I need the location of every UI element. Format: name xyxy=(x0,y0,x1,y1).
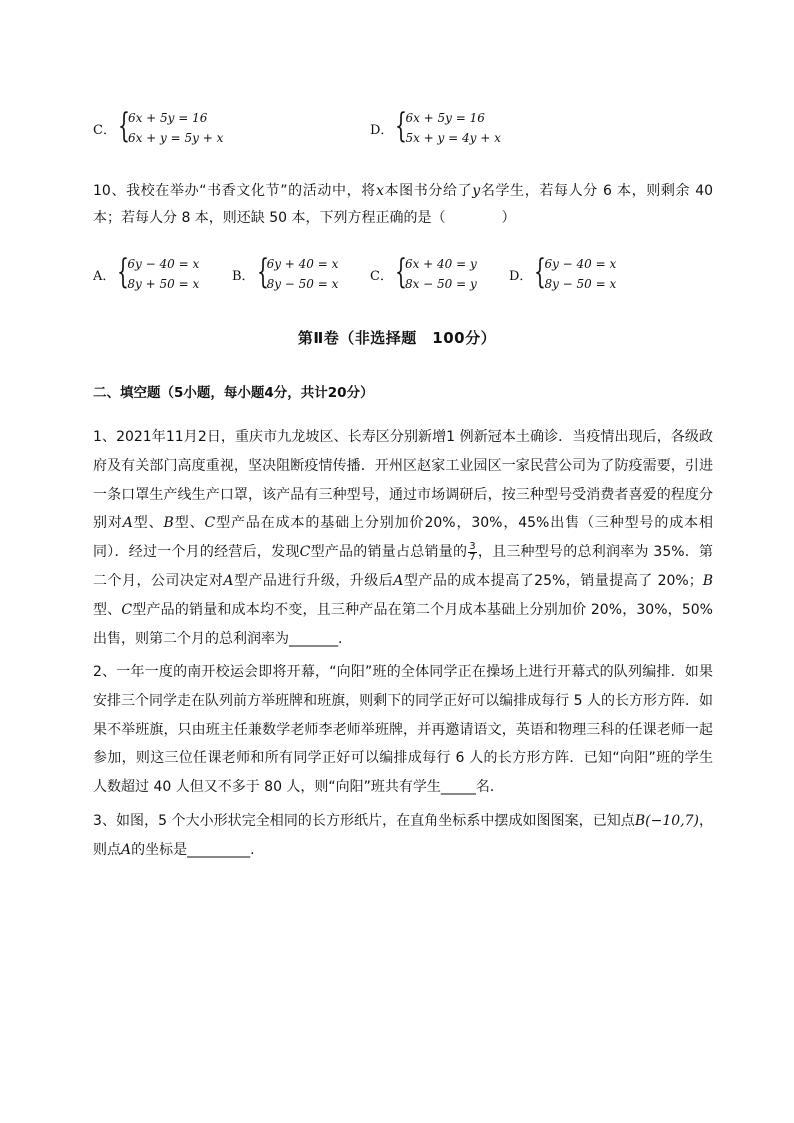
question-1 xyxy=(93,423,713,653)
q10-text: 名学生，若每人分 6 本，则剩余 40 本；若每人分 8 本，则还缺 50 本，下列方程正确的是（ ） xyxy=(93,183,714,226)
q10-option-c[interactable] xyxy=(370,254,477,294)
brace-icon: { xyxy=(256,252,269,292)
var-b: B xyxy=(702,572,714,589)
equation: 8y − 50 = x xyxy=(544,277,617,291)
q1-text: 型产品在成本的基础上分别加价20%，30%，45%出售（三种型号的成本相同）．经过一个月的经营后，发现 xyxy=(93,515,714,561)
section-title: 第Ⅱ卷（非选择题 100分） xyxy=(297,329,497,347)
q1-text: 型产品进行升级，升级后 xyxy=(233,572,394,589)
equation: 6y − 40 = x xyxy=(544,257,617,271)
var-a: A xyxy=(393,572,404,589)
q9-option-c[interactable] xyxy=(93,108,223,148)
equation: 6x + 40 = y xyxy=(404,257,477,271)
q10-text: 10、我校在举办“书香文化节”的活动中，将 xyxy=(93,183,376,199)
question-2: 2、一年一度的南开校运会即将开幕，“向阳”班的全体同学正在操场上进行开幕式的队列编排．如果安排三个同学走在队列前方举班牌和班旗，则剩下的同学正好可以编排成每行 5 人的长方形方阵．如果不举班旗，只由班主任兼数学老师李老师举班牌，并再邀请语文，英语和物理三科的任课老师一起参加，则这三位任课老师和所有同学正好可以编排成每行 6 人的长方形方阵．已知“向阳”班的学生人数超过 40 人但又不多于 80 人，则“向阳”班共有学生_____名． xyxy=(93,664,713,796)
equation: 6x + 5y = 16 xyxy=(127,111,208,125)
equation-system xyxy=(128,108,223,148)
var-a: A xyxy=(121,841,132,858)
equation-system xyxy=(544,254,616,294)
point-coordinate: (−10,7) xyxy=(645,813,699,829)
option-letter: C． xyxy=(93,122,116,138)
q3-text: 3、如图，5 个大小形状完全相同的长方形纸片，在直角坐标系中摆成如图图案，已知点 xyxy=(93,813,635,829)
q10-text: 本图书分给了 xyxy=(383,183,473,199)
q1-text: 型、 xyxy=(132,515,164,532)
fraction-numerator: 3 xyxy=(469,540,476,552)
var-c: C xyxy=(121,601,133,618)
q3-text: 的坐标是_________. xyxy=(131,841,255,858)
var-a: A xyxy=(223,572,234,589)
q3-text: ，则点 xyxy=(93,813,714,858)
equation: 8x − 50 = y xyxy=(404,277,477,291)
brace-icon: { xyxy=(534,252,547,292)
equation: 6x + y = 5y + x xyxy=(127,131,224,145)
equation-system xyxy=(405,254,477,294)
q1-text: 型、 xyxy=(173,515,205,532)
q1-text: 型、 xyxy=(93,601,122,618)
equation-system xyxy=(267,254,339,294)
fraction xyxy=(468,542,476,563)
brace-icon: { xyxy=(117,106,130,146)
option-letter: D． xyxy=(370,122,394,138)
var-a: A xyxy=(122,515,133,532)
var-x: x xyxy=(375,183,384,199)
var-c: C xyxy=(299,544,311,561)
question-3 xyxy=(93,807,713,865)
option-letter: C． xyxy=(370,268,393,284)
q10-option-a[interactable] xyxy=(93,254,199,294)
q1-text: ，且三种型号的总利润率为 35%．第二个月，公司决定对 xyxy=(93,544,714,589)
section-subtitle: 二、填空题（5小题，每小题4分，共计20分） xyxy=(93,385,374,401)
equation: 6x + 5y = 16 xyxy=(405,111,485,125)
equation: 8y + 50 = x xyxy=(127,277,200,291)
q1-text: 型产品的销量和成本均不变，且三种产品在第二个月成本基础上分别加价 20%，30%，50%出售，则第二个月的总利润率为_______. xyxy=(93,601,713,647)
question-10 xyxy=(93,178,713,232)
equation: 6y − 40 = x xyxy=(127,257,200,271)
var-c: C xyxy=(204,515,216,532)
equation: 5x + y = 4y + x xyxy=(405,131,501,145)
equation-system xyxy=(127,254,199,294)
var-b: B xyxy=(163,515,174,532)
option-letter: B． xyxy=(232,268,255,284)
q1-text: 1、2021年11月2日，重庆市九龙坡区、长寿区分别新增1 例新冠本土确诊．当疫情出现后，各级政府及有关部门高度重视，坚决阻断疫情传播．开州区赵家工业园区一家民营公司为了防疫需要，引进一条口罩生产线生产口罩，该产品有三种型号，通过市场调研后，按三种型号受消费者喜爱的程度分别对 xyxy=(93,429,713,532)
q1-text: 型产品的销量占总销量的 xyxy=(310,544,468,561)
brace-icon: { xyxy=(395,106,408,146)
var-y: y xyxy=(472,183,481,199)
q10-option-d[interactable] xyxy=(509,254,616,294)
option-letter: A． xyxy=(93,268,116,284)
option-letter: D． xyxy=(509,268,533,284)
equation: 8y − 50 = x xyxy=(266,277,339,291)
brace-icon: { xyxy=(117,252,130,292)
equation-system xyxy=(405,108,500,148)
q1-text: 型产品的成本提高了25%，销量提高了 20%； xyxy=(403,572,703,589)
fraction-denominator: 7 xyxy=(469,551,476,563)
q10-option-b[interactable] xyxy=(232,254,338,294)
equation: 6y + 40 = x xyxy=(266,257,339,271)
var-b: B xyxy=(634,813,646,829)
q9-option-d[interactable] xyxy=(370,108,501,148)
brace-icon: { xyxy=(394,252,407,292)
